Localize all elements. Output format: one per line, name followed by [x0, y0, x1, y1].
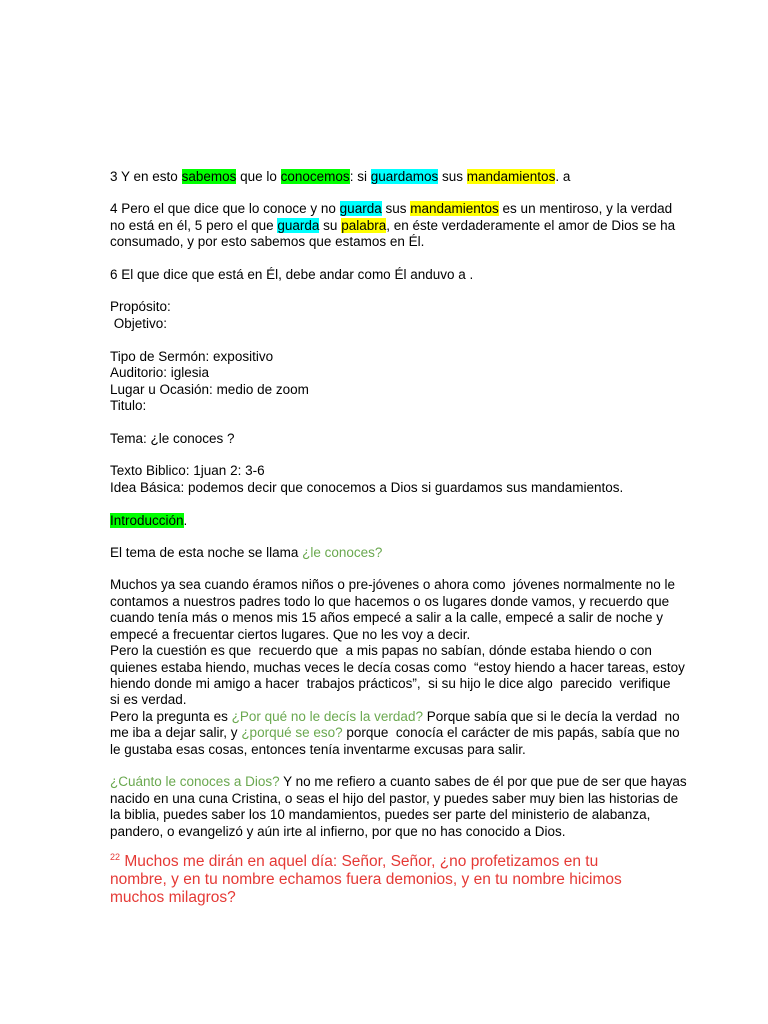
highlight-guarda: guarda — [339, 201, 382, 216]
verse-4-line-1: 4 Pero el que dice que lo conoce y no guarda sus mandamientos es un mentiroso, y la verdad — [110, 201, 673, 216]
paragraph-line: pandero, o evangelizó y aún irte al infierno, por que no has conocido a Dios. — [110, 824, 566, 839]
texto-biblico: Texto Biblico: 1juan 2: 3-6 — [110, 463, 265, 478]
tema: Tema: ¿le conoces ? — [110, 431, 235, 446]
verse-number: 22 — [110, 851, 121, 862]
paragraph-line: me iba a dejar salir, y ¿porqué se eso? porque conocía el carácter de mis papás, sabía que no — [110, 725, 680, 740]
verse-22-line-2: nombre, y en tu nombre echamos fuera demonios, y en tu nombre hicimos — [110, 871, 622, 888]
highlight-introduccion: Introducción — [110, 513, 184, 528]
verse-6: 6 El que dice que está en Él, debe andar como Él anduvo a . — [110, 267, 474, 282]
highlight-palabra: palabra — [341, 218, 387, 233]
highlight-sabemos: sabemos — [181, 169, 237, 184]
paragraph-line: Muchos ya sea cuando éramos niños o pre-jóvenes o ahora como jóvenes normalmente no le — [110, 577, 676, 592]
question-text: ¿le conoces? — [302, 545, 383, 560]
verse-4-line-2: no está en él, 5 pero el que guarda su palabra, en éste verdaderamente el amor de Dios se ha — [110, 218, 676, 233]
highlight-guardamos: guardamos — [370, 169, 439, 184]
paragraph-line: ¿Cuánto le conoces a Dios? Y no me refiero a cuanto sabes de él por que pue de ser que hayas — [110, 774, 687, 789]
lugar-ocasion: Lugar u Ocasión: medio de zoom — [110, 382, 309, 397]
introduccion-heading: Introducción. — [110, 513, 188, 528]
question-text: ¿Por qué no le decís la verdad? — [231, 709, 423, 724]
objetivo-label: Objetivo: — [110, 316, 168, 331]
verse-22-line-1: $^{22}$ Muchos me dirán en aquel día: Señor, Señor, ¿no profetizamos en tu — [110, 851, 599, 870]
question-text: ¿Cuánto le conoces a Dios? — [110, 774, 280, 789]
paragraph-line: quienes estaba hiendo, muchas veces le decía cosas como “estoy hiendo a hacer tareas, estoy — [110, 660, 685, 675]
highlight-guarda: guarda — [277, 218, 320, 233]
highlight-conocemos: conocemos — [280, 169, 350, 184]
tipo-sermon: Tipo de Sermón: expositivo — [110, 349, 274, 364]
verse-4-line-3: consumado, y por esto sabemos que estamos en Él. — [110, 234, 425, 249]
paragraph-line: contamos a nuestros padres todo lo que hacemos o os lugares donde vamos, y recuerdo que — [110, 594, 670, 609]
idea-basica: Idea Básica: podemos decir que conocemos a Dios si guardamos sus mandamientos. — [110, 480, 624, 495]
paragraph-line: le gustaba esas cosas, entonces tenía inventarme excusas para salir. — [110, 742, 526, 757]
paragraph-line: empecé a frecuentar ciertos lugares. Que no les voy a decir. — [110, 627, 471, 642]
verse-3: 3 Y en esto sabemos que lo conocemos: si guardamos sus mandamientos. a — [110, 169, 571, 184]
titulo-label: Titulo: — [110, 398, 147, 413]
paragraph-line: Pero la pregunta es ¿Por qué no le decís la verdad? Porque sabía que si le decía la verdad no — [110, 709, 680, 724]
highlight-mandamientos: mandamientos — [410, 201, 499, 216]
tema-noche: El tema de esta noche se llama ¿le conoces? — [110, 545, 383, 560]
verse-22-line-3: muchos milagros? — [110, 889, 236, 906]
auditorio: Auditorio: iglesia — [110, 365, 210, 380]
paragraph-line: Pero la cuestión es que recuerdo que a mis papas no sabían, dónde estaba hiendo o con — [110, 643, 652, 658]
highlight-mandamientos: mandamientos — [466, 169, 556, 184]
paragraph-line: la biblia, puedes saber los 10 mandamientos, puedes ser parte del ministerio de alabanza, — [110, 807, 651, 822]
proposito-label: Propósito: — [110, 299, 171, 314]
paragraph-line: nacido en una cuna Cristina, o seas el hijo del pastor, y puedes saber muy bien las historias de — [110, 791, 679, 806]
question-text: ¿porqué se eso? — [241, 725, 343, 740]
paragraph-line: cuando tenía más o menos mis 15 años empecé a salir a la calle, empecé a salir de noche y — [110, 610, 664, 625]
paragraph-line: si es verdad. — [110, 692, 187, 707]
paragraph-line: hiendo donde mi amigo a hacer trabajos prácticos”, si su hijo le dice algo parecido verifique — [110, 676, 671, 691]
